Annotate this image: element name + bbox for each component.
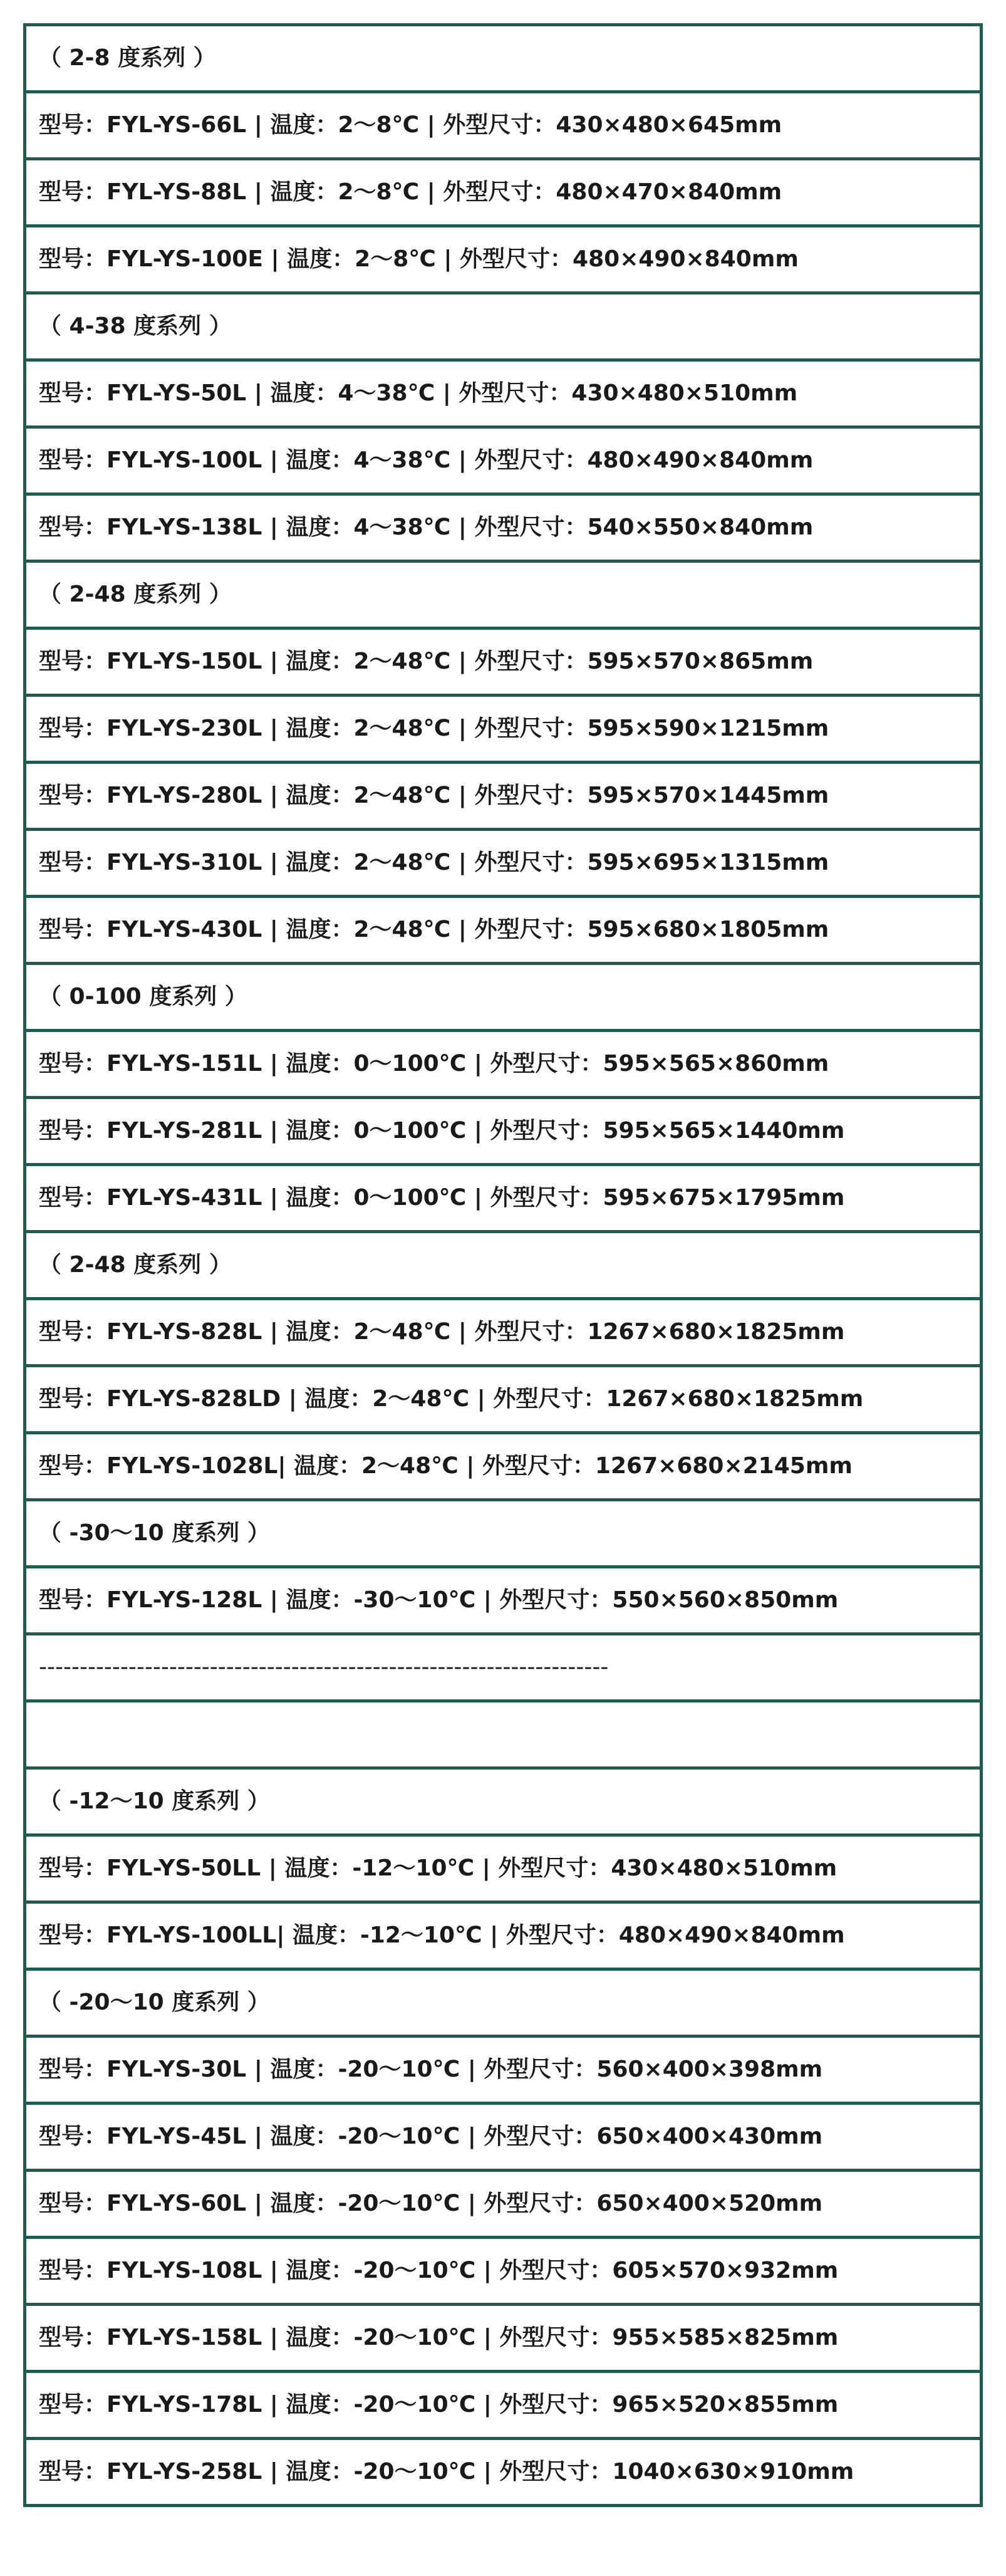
model-spec-text: 型号：FYL-YS-66L | 温度：2～8℃ | 外型尺寸：430×480×645mm <box>25 92 982 159</box>
model-row <box>25 1165 982 1232</box>
series-header-row <box>25 1232 982 1299</box>
model-row <box>25 159 982 226</box>
series-header-row <box>25 1500 982 1567</box>
model-row <box>25 2305 982 2372</box>
series-header-text: （ 0-100 度系列 ） <box>25 964 982 1031</box>
model-row <box>25 2104 982 2171</box>
model-row <box>25 1366 982 1433</box>
model-spec-text: 型号：FYL-YS-50LL | 温度：-12～10℃ | 外型尺寸：430×480×510mm <box>25 1835 982 1902</box>
model-row <box>25 897 982 964</box>
model-spec-text: 型号：FYL-YS-310L | 温度：2～48℃ | 外型尺寸：595×695×1315mm <box>25 830 982 897</box>
divider-text: ---------------------------------------------------------------------- <box>25 1634 982 1701</box>
model-row <box>25 92 982 159</box>
model-spec-text: 型号：FYL-YS-828LD | 温度：2～48℃ | 外型尺寸：1267×680×1825mm <box>25 1366 982 1433</box>
model-row <box>25 494 982 561</box>
model-row <box>25 2238 982 2305</box>
model-spec-text: 型号：FYL-YS-150L | 温度：2～48℃ | 外型尺寸：595×570×865mm <box>25 628 982 696</box>
model-row <box>25 2036 982 2104</box>
spec-table-body <box>25 25 982 2506</box>
model-row <box>25 1031 982 1098</box>
model-row <box>25 2171 982 2238</box>
model-spec-text: 型号：FYL-YS-100LL| 温度：-12～10℃ | 外型尺寸：480×490×840mm <box>25 1902 982 1969</box>
model-spec-text: 型号：FYL-YS-230L | 温度：2～48℃ | 外型尺寸：595×590×1215mm <box>25 696 982 763</box>
model-spec-text: 型号：FYL-YS-100E | 温度：2～8℃ | 外型尺寸：480×490×840mm <box>25 226 982 293</box>
model-spec-text: 型号：FYL-YS-100L | 温度：4～38℃ | 外型尺寸：480×490×840mm <box>25 427 982 494</box>
model-row <box>25 1567 982 1634</box>
series-header-row <box>25 964 982 1031</box>
spec-table <box>23 23 983 2507</box>
series-header-text: （ -12～10 度系列 ） <box>25 1768 982 1835</box>
model-row <box>25 1098 982 1165</box>
model-row <box>25 360 982 427</box>
model-spec-text: 型号：FYL-YS-30L | 温度：-20～10℃ | 外型尺寸：560×400×398mm <box>25 2036 982 2104</box>
series-header-text: （ 2-48 度系列 ） <box>25 1232 982 1299</box>
blank-row <box>25 1701 982 1768</box>
series-header-row <box>25 1768 982 1835</box>
model-spec-text: 型号：FYL-YS-128L | 温度：-30～10℃ | 外型尺寸：550×560×850mm <box>25 1567 982 1634</box>
model-row <box>25 830 982 897</box>
blank-cell <box>25 1701 982 1768</box>
series-header-row <box>25 25 982 92</box>
series-header-row <box>25 293 982 360</box>
series-header-text: （ 2-48 度系列 ） <box>25 561 982 628</box>
model-row <box>25 1433 982 1500</box>
model-spec-text: 型号：FYL-YS-88L | 温度：2～8℃ | 外型尺寸：480×470×840mm <box>25 159 982 226</box>
model-spec-text: 型号：FYL-YS-158L | 温度：-20～10℃ | 外型尺寸：955×585×825mm <box>25 2305 982 2372</box>
model-spec-text: 型号：FYL-YS-258L | 温度：-20～10℃ | 外型尺寸：1040×630×910mm <box>25 2439 982 2506</box>
model-row <box>25 1902 982 1969</box>
model-row <box>25 2439 982 2506</box>
model-spec-text: 型号：FYL-YS-828L | 温度：2～48℃ | 外型尺寸：1267×680×1825mm <box>25 1299 982 1366</box>
divider-row <box>25 1634 982 1701</box>
model-row <box>25 226 982 293</box>
model-row <box>25 2372 982 2439</box>
model-spec-text: 型号：FYL-YS-430L | 温度：2～48℃ | 外型尺寸：595×680×1805mm <box>25 897 982 964</box>
series-header-text: （ 4-38 度系列 ） <box>25 293 982 360</box>
model-spec-text: 型号：FYL-YS-280L | 温度：2～48℃ | 外型尺寸：595×570×1445mm <box>25 763 982 830</box>
model-spec-text: 型号：FYL-YS-1028L| 温度：2～48℃ | 外型尺寸：1267×680×2145mm <box>25 1433 982 1500</box>
series-header-text: （ -20～10 度系列 ） <box>25 1969 982 2036</box>
model-spec-text: 型号：FYL-YS-50L | 温度：4～38℃ | 外型尺寸：430×480×510mm <box>25 360 982 427</box>
model-spec-text: 型号：FYL-YS-60L | 温度：-20～10℃ | 外型尺寸：650×400×520mm <box>25 2171 982 2238</box>
model-row <box>25 763 982 830</box>
model-spec-text: 型号：FYL-YS-108L | 温度：-20～10℃ | 外型尺寸：605×570×932mm <box>25 2238 982 2305</box>
model-row <box>25 427 982 494</box>
series-header-row <box>25 561 982 628</box>
model-spec-text: 型号：FYL-YS-178L | 温度：-20～10℃ | 外型尺寸：965×520×855mm <box>25 2372 982 2439</box>
model-spec-text: 型号：FYL-YS-45L | 温度：-20～10℃ | 外型尺寸：650×400×430mm <box>25 2104 982 2171</box>
model-row <box>25 628 982 696</box>
series-header-text: （ 2-8 度系列 ） <box>25 25 982 92</box>
model-spec-text: 型号：FYL-YS-151L | 温度：0～100℃ | 外型尺寸：595×565×860mm <box>25 1031 982 1098</box>
model-spec-text: 型号：FYL-YS-431L | 温度：0～100℃ | 外型尺寸：595×675×1795mm <box>25 1165 982 1232</box>
model-spec-text: 型号：FYL-YS-138L | 温度：4～38℃ | 外型尺寸：540×550×840mm <box>25 494 982 561</box>
model-spec-text: 型号：FYL-YS-281L | 温度：0～100℃ | 外型尺寸：595×565×1440mm <box>25 1098 982 1165</box>
model-row <box>25 1835 982 1902</box>
series-header-text: （ -30～10 度系列 ） <box>25 1500 982 1567</box>
model-row <box>25 696 982 763</box>
model-row <box>25 1299 982 1366</box>
series-header-row <box>25 1969 982 2036</box>
